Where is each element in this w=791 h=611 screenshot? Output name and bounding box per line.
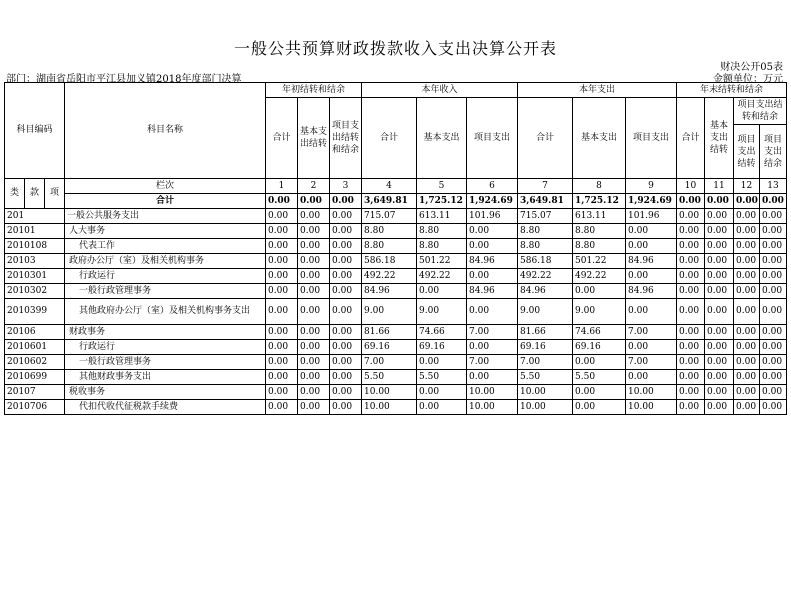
col-number: 11	[705, 179, 734, 194]
row-value: 0.00	[626, 370, 677, 385]
row-value: 613.11	[573, 209, 626, 224]
row-value: 0.00	[298, 269, 330, 284]
row-name: 一般公共服务支出	[65, 209, 266, 224]
total-cell: 3,649.81	[362, 194, 417, 209]
col-number: 1	[266, 179, 298, 194]
row-name: 其他财政事务支出	[65, 370, 266, 385]
row-code: 2010301	[5, 269, 65, 284]
row-name: 人大事务	[65, 224, 266, 239]
row-value: 0.00	[266, 239, 298, 254]
row-value: 0.00	[298, 385, 330, 400]
row-value: 0.00	[677, 370, 705, 385]
row-code: 2010602	[5, 355, 65, 370]
row-value: 0.00	[734, 400, 760, 415]
row-value: 0.00	[417, 284, 467, 299]
row-value: 0.00	[298, 355, 330, 370]
row-value: 0.00	[266, 370, 298, 385]
page-title: 一般公共预算财政拨款收入支出决算公开表	[233, 39, 557, 58]
row-value: 84.96	[518, 284, 573, 299]
row-value: 0.00	[298, 254, 330, 269]
row-value: 0.00	[705, 269, 734, 284]
row-value: 10.00	[626, 400, 677, 415]
row-name: 一般行政管理事务	[65, 284, 266, 299]
row-value: 8.80	[573, 224, 626, 239]
table-row	[5, 355, 787, 370]
row-value: 10.00	[467, 400, 518, 415]
row-value: 101.96	[626, 209, 677, 224]
table-row	[5, 385, 787, 400]
row-value: 0.00	[298, 239, 330, 254]
row-value: 0.00	[626, 239, 677, 254]
row-value: 7.00	[626, 355, 677, 370]
row-value: 0.00	[330, 254, 362, 269]
row-name: 代表工作	[65, 239, 266, 254]
header-start-basic: 基本支出结转	[298, 98, 330, 179]
row-value: 0.00	[677, 385, 705, 400]
row-value: 613.11	[417, 209, 467, 224]
row-code: 20101	[5, 224, 65, 239]
row-value: 0.00	[467, 224, 518, 239]
row-value: 0.00	[266, 254, 298, 269]
col-number: 7	[518, 179, 573, 194]
row-value: 0.00	[417, 400, 467, 415]
row-value: 81.66	[518, 325, 573, 340]
row-value: 0.00	[266, 340, 298, 355]
row-value: 8.80	[362, 239, 417, 254]
row-value: 0.00	[760, 239, 787, 254]
row-code: 2010399	[5, 299, 65, 325]
header-start-balance: 年初结转和结余	[266, 83, 362, 98]
header-name: 科目名称	[65, 83, 266, 179]
row-value: 0.00	[573, 355, 626, 370]
row-value: 5.50	[518, 370, 573, 385]
row-value: 0.00	[467, 299, 518, 325]
row-value: 0.00	[330, 355, 362, 370]
row-value: 0.00	[677, 284, 705, 299]
col-number: 8	[573, 179, 626, 194]
row-value: 492.22	[417, 269, 467, 284]
row-value: 0.00	[677, 239, 705, 254]
row-value: 69.16	[518, 340, 573, 355]
header-lanci: 栏次	[65, 179, 266, 194]
table-row	[5, 209, 787, 224]
row-value: 0.00	[573, 284, 626, 299]
row-value: 0.00	[760, 355, 787, 370]
row-value: 0.00	[330, 340, 362, 355]
table-row	[5, 284, 787, 299]
row-value: 5.50	[417, 370, 467, 385]
header-start-total: 合计	[266, 98, 298, 179]
row-value: 0.00	[330, 325, 362, 340]
total-cell: 0.00	[705, 194, 734, 209]
header-kuan: 款	[25, 179, 45, 209]
row-value: 0.00	[734, 224, 760, 239]
row-value: 0.00	[266, 400, 298, 415]
department-label: 部门：湖南省岳阳市平江县加义镇2018年度部门决算	[6, 74, 242, 85]
row-value: 8.80	[573, 239, 626, 254]
row-value: 10.00	[626, 385, 677, 400]
header-end-proj: 项目支出结转和结余	[734, 98, 787, 125]
header-income-total: 合计	[362, 98, 417, 179]
row-value: 0.00	[760, 340, 787, 355]
row-name: 行政运行	[65, 269, 266, 284]
row-value: 0.00	[734, 209, 760, 224]
row-value: 0.00	[298, 325, 330, 340]
row-value: 0.00	[330, 269, 362, 284]
row-value: 0.00	[266, 209, 298, 224]
row-value: 0.00	[677, 299, 705, 325]
row-value: 0.00	[467, 340, 518, 355]
row-value: 492.22	[573, 269, 626, 284]
row-value: 8.80	[417, 239, 467, 254]
row-code: 201	[5, 209, 65, 224]
row-value: 0.00	[760, 269, 787, 284]
row-value: 0.00	[760, 209, 787, 224]
row-value: 0.00	[705, 284, 734, 299]
row-value: 10.00	[362, 400, 417, 415]
row-value: 0.00	[298, 400, 330, 415]
row-value: 5.50	[573, 370, 626, 385]
row-value: 0.00	[298, 209, 330, 224]
table-row	[5, 325, 787, 340]
row-value: 0.00	[705, 299, 734, 325]
col-number: 9	[626, 179, 677, 194]
table-row	[5, 254, 787, 269]
total-cell: 1,924.69	[467, 194, 518, 209]
row-value: 492.22	[362, 269, 417, 284]
row-value: 0.00	[705, 400, 734, 415]
row-value: 69.16	[362, 340, 417, 355]
row-value: 0.00	[760, 370, 787, 385]
header-start-proj: 项目支出结转和结余	[330, 98, 362, 179]
row-value: 0.00	[677, 269, 705, 284]
row-value: 0.00	[705, 254, 734, 269]
row-value: 9.00	[573, 299, 626, 325]
row-value: 8.80	[417, 224, 467, 239]
row-value: 0.00	[467, 239, 518, 254]
row-value: 0.00	[467, 269, 518, 284]
header-end-total: 合计	[677, 98, 705, 179]
header-year-spending: 本年支出	[518, 83, 677, 98]
row-value: 0.00	[677, 400, 705, 415]
col-number: 12	[734, 179, 760, 194]
row-value: 715.07	[362, 209, 417, 224]
row-name: 财政事务	[65, 325, 266, 340]
row-value: 0.00	[677, 340, 705, 355]
row-value: 74.66	[417, 325, 467, 340]
row-value: 0.00	[677, 209, 705, 224]
row-value: 501.22	[417, 254, 467, 269]
table-row	[5, 269, 787, 284]
row-value: 0.00	[705, 340, 734, 355]
row-value: 81.66	[362, 325, 417, 340]
row-value: 586.18	[362, 254, 417, 269]
header-spend-total: 合计	[518, 98, 573, 179]
row-value: 0.00	[330, 284, 362, 299]
form-number: 财决公开05表	[720, 62, 783, 73]
row-value: 0.00	[734, 239, 760, 254]
header-end-proj-jy: 项目支出结余	[760, 125, 787, 179]
header-end-balance: 年末结转和结余	[677, 83, 787, 98]
row-value: 0.00	[266, 224, 298, 239]
col-number: 5	[417, 179, 467, 194]
table-row	[5, 239, 787, 254]
header-spend-basic: 基本支出	[573, 98, 626, 179]
col-number: 13	[760, 179, 787, 194]
row-value: 9.00	[518, 299, 573, 325]
row-value: 10.00	[518, 385, 573, 400]
row-code: 2010108	[5, 239, 65, 254]
budget-table	[4, 82, 787, 415]
col-number: 6	[467, 179, 518, 194]
total-cell: 0.00	[677, 194, 705, 209]
table-row	[5, 400, 787, 415]
row-value: 0.00	[330, 224, 362, 239]
row-value: 0.00	[626, 299, 677, 325]
row-value: 0.00	[330, 370, 362, 385]
row-value: 5.50	[362, 370, 417, 385]
row-code: 2010699	[5, 370, 65, 385]
row-value: 84.96	[362, 284, 417, 299]
row-value: 84.96	[626, 284, 677, 299]
row-value: 0.00	[734, 254, 760, 269]
row-value: 0.00	[573, 400, 626, 415]
row-value: 7.00	[467, 355, 518, 370]
row-value: 0.00	[677, 325, 705, 340]
row-value: 0.00	[626, 340, 677, 355]
row-value: 0.00	[734, 269, 760, 284]
row-value: 0.00	[266, 299, 298, 325]
row-value: 0.00	[298, 370, 330, 385]
row-value: 0.00	[330, 299, 362, 325]
col-number: 10	[677, 179, 705, 194]
row-code: 2010302	[5, 284, 65, 299]
row-value: 8.80	[518, 224, 573, 239]
row-value: 0.00	[266, 325, 298, 340]
total-cell: 0.00	[734, 194, 760, 209]
row-value: 0.00	[677, 224, 705, 239]
row-code: 20103	[5, 254, 65, 269]
row-value: 7.00	[467, 325, 518, 340]
header-income-proj: 项目支出	[467, 98, 518, 179]
total-cell: 3,649.81	[518, 194, 573, 209]
row-value: 586.18	[518, 254, 573, 269]
row-value: 0.00	[760, 385, 787, 400]
table-row	[5, 340, 787, 355]
row-name: 政府办公厅（室）及相关机构事务	[65, 254, 266, 269]
total-cell: 0.00	[298, 194, 330, 209]
row-value: 0.00	[760, 325, 787, 340]
row-value: 0.00	[734, 299, 760, 325]
header-code: 科目编码	[5, 83, 65, 179]
row-value: 0.00	[677, 254, 705, 269]
col-number: 2	[298, 179, 330, 194]
row-value: 0.00	[298, 284, 330, 299]
row-value: 0.00	[677, 355, 705, 370]
row-value: 0.00	[467, 370, 518, 385]
row-value: 0.00	[705, 385, 734, 400]
table-row	[5, 370, 787, 385]
row-value: 0.00	[734, 370, 760, 385]
row-value: 7.00	[518, 355, 573, 370]
row-value: 84.96	[467, 254, 518, 269]
table-row	[5, 299, 787, 325]
row-value: 0.00	[705, 224, 734, 239]
row-name: 一般行政管理事务	[65, 355, 266, 370]
row-value: 0.00	[760, 299, 787, 325]
total-cell: 0.00	[266, 194, 298, 209]
row-value: 9.00	[417, 299, 467, 325]
row-value: 7.00	[626, 325, 677, 340]
row-value: 0.00	[705, 239, 734, 254]
total-cell: 1,725.12	[417, 194, 467, 209]
row-value: 10.00	[467, 385, 518, 400]
row-value: 0.00	[734, 284, 760, 299]
row-value: 8.80	[518, 239, 573, 254]
row-value: 0.00	[705, 355, 734, 370]
row-value: 0.00	[298, 224, 330, 239]
row-value: 0.00	[626, 224, 677, 239]
row-code: 20107	[5, 385, 65, 400]
row-value: 0.00	[330, 385, 362, 400]
row-value: 8.80	[362, 224, 417, 239]
row-value: 0.00	[705, 370, 734, 385]
row-value: 0.00	[298, 299, 330, 325]
total-cell: 1,924.69	[626, 194, 677, 209]
row-value: 0.00	[266, 269, 298, 284]
amount-unit: 金额单位：万元	[713, 74, 783, 85]
row-name: 税收事务	[65, 385, 266, 400]
row-value: 0.00	[760, 400, 787, 415]
row-name: 行政运行	[65, 340, 266, 355]
row-value: 0.00	[417, 355, 467, 370]
row-value: 0.00	[417, 385, 467, 400]
row-value: 0.00	[298, 340, 330, 355]
header-income-basic: 基本支出	[417, 98, 467, 179]
row-value: 0.00	[734, 385, 760, 400]
row-name: 代扣代收代征税款手续费	[65, 400, 266, 415]
row-value: 69.16	[573, 340, 626, 355]
row-value: 0.00	[573, 385, 626, 400]
row-value: 0.00	[330, 400, 362, 415]
row-value: 0.00	[266, 385, 298, 400]
header-lei: 类	[5, 179, 25, 209]
row-value: 7.00	[362, 355, 417, 370]
row-value: 84.96	[626, 254, 677, 269]
row-value: 84.96	[467, 284, 518, 299]
row-value: 10.00	[518, 400, 573, 415]
row-value: 101.96	[467, 209, 518, 224]
row-value: 0.00	[626, 269, 677, 284]
total-cell: 1,725.12	[573, 194, 626, 209]
total-cell: 0.00	[330, 194, 362, 209]
row-value: 0.00	[734, 325, 760, 340]
row-name: 其他政府办公厅（室）及相关机构事务支出	[65, 299, 266, 325]
row-value: 0.00	[266, 284, 298, 299]
col-number: 3	[330, 179, 362, 194]
table-row	[5, 224, 787, 239]
row-value: 492.22	[518, 269, 573, 284]
row-value: 74.66	[573, 325, 626, 340]
total-label: 合计	[65, 194, 266, 209]
header-end-proj-jz: 项目支出结转	[734, 125, 760, 179]
row-value: 0.00	[330, 209, 362, 224]
row-value: 9.00	[362, 299, 417, 325]
header-year-income: 本年收入	[362, 83, 518, 98]
row-value: 0.00	[760, 224, 787, 239]
row-value: 715.07	[518, 209, 573, 224]
row-code: 20106	[5, 325, 65, 340]
header-end-basic: 基本支出结转	[705, 98, 734, 179]
row-value: 0.00	[734, 340, 760, 355]
row-code: 2010601	[5, 340, 65, 355]
row-value: 69.16	[417, 340, 467, 355]
col-number: 4	[362, 179, 417, 194]
total-cell: 0.00	[760, 194, 787, 209]
row-value: 0.00	[705, 325, 734, 340]
row-value: 501.22	[573, 254, 626, 269]
row-value: 0.00	[705, 209, 734, 224]
header-xiang: 项	[45, 179, 65, 209]
row-value: 10.00	[362, 385, 417, 400]
row-code: 2010706	[5, 400, 65, 415]
row-value: 0.00	[734, 355, 760, 370]
header-spend-proj: 项目支出	[626, 98, 677, 179]
row-value: 0.00	[330, 239, 362, 254]
row-value: 0.00	[760, 284, 787, 299]
row-value: 0.00	[760, 254, 787, 269]
row-value: 0.00	[266, 355, 298, 370]
